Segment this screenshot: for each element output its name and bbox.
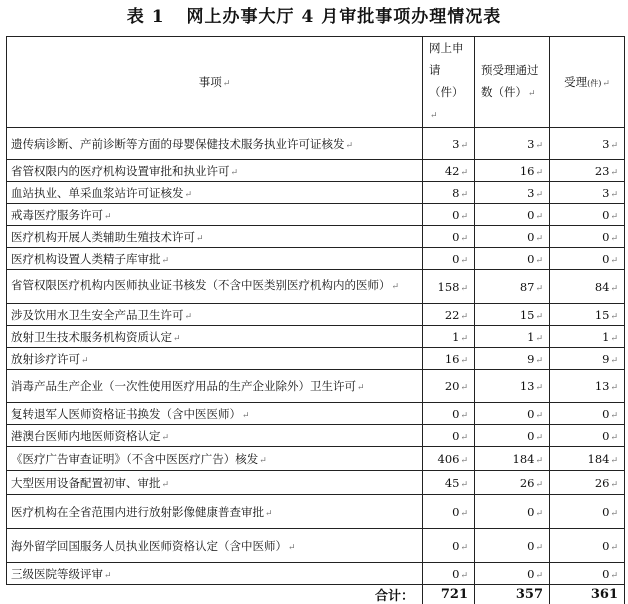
- row-name: 省管权限内的医疗机构设置审批和执业许可 ↵: [7, 160, 423, 182]
- row-accepted: 0 ↵: [550, 403, 625, 425]
- row-pre-approved: 0 ↵: [475, 495, 550, 529]
- row-pre-approved: 0 ↵: [475, 226, 550, 248]
- row-pre-approved: 0 ↵: [475, 563, 550, 585]
- table-row: [7, 471, 625, 495]
- row-pre-approved: 0 ↵: [475, 248, 550, 270]
- table-row: [7, 447, 625, 471]
- table-row: [7, 529, 625, 563]
- row-name: 医疗机构开展人类辅助生殖技术许可 ↵: [7, 226, 423, 248]
- row-online: 0 ↵: [423, 248, 475, 270]
- total-pre-approved: 357: [475, 585, 550, 604]
- row-pre-approved: 9 ↵: [475, 348, 550, 370]
- table-row: [7, 425, 625, 447]
- row-pre-approved: 0 ↵: [475, 529, 550, 563]
- table-row: [7, 304, 625, 326]
- row-name: 血站执业、单采血浆站许可证核发 ↵: [7, 182, 423, 204]
- row-accepted: 0 ↵: [550, 529, 625, 563]
- row-accepted: 184 ↵: [550, 447, 625, 471]
- row-pre-approved: 0 ↵: [475, 425, 550, 447]
- row-online: 0 ↵: [423, 529, 475, 563]
- table-row: [7, 326, 625, 348]
- row-online: 42 ↵: [423, 160, 475, 182]
- table-row: [7, 204, 625, 226]
- row-pre-approved: 15 ↵: [475, 304, 550, 326]
- table-row: [7, 370, 625, 403]
- row-online: 0 ↵: [423, 563, 475, 585]
- total-label: 合计：: [7, 585, 423, 604]
- row-name: 戒毒医疗服务许可 ↵: [7, 204, 423, 226]
- header-pre-approved: 预受理通过数（件） ↵: [475, 37, 550, 128]
- row-online: 20 ↵: [423, 370, 475, 403]
- row-name: 放射卫生技术服务机构资质认定 ↵: [7, 326, 423, 348]
- row-accepted: 13 ↵: [550, 370, 625, 403]
- row-pre-approved: 0 ↵: [475, 204, 550, 226]
- row-pre-approved: 16 ↵: [475, 160, 550, 182]
- row-name: 《医疗广告审查证明》（不含中医医疗广告）核发 ↵: [7, 447, 423, 471]
- row-online: 3 ↵: [423, 128, 475, 160]
- row-name: 海外留学回国服务人员执业医师资格认定（含中医师） ↵: [7, 529, 423, 563]
- row-accepted: 84 ↵: [550, 270, 625, 304]
- row-pre-approved: 3 ↵: [475, 182, 550, 204]
- row-pre-approved: 26 ↵: [475, 471, 550, 495]
- row-name: 消毒产品生产企业（一次性使用医疗用品的生产企业除外）卫生许可 ↵: [7, 370, 423, 403]
- table-row: [7, 270, 625, 304]
- row-accepted: 15 ↵: [550, 304, 625, 326]
- table-row: [7, 226, 625, 248]
- header-accepted: 受理(件) ↵: [550, 37, 625, 128]
- table-row: [7, 403, 625, 425]
- row-accepted: 0 ↵: [550, 425, 625, 447]
- row-name: 放射诊疗许可 ↵: [7, 348, 423, 370]
- row-name: 省管权限医疗机构内医师执业证书核发（不含中医类别医疗机构内的医师） ↵: [7, 270, 423, 304]
- row-pre-approved: 0 ↵: [475, 403, 550, 425]
- row-pre-approved: 184 ↵: [475, 447, 550, 471]
- header-row: [7, 37, 625, 128]
- row-name: 医疗机构在全省范围内进行放射影像健康普查审批 ↵: [7, 495, 423, 529]
- row-online: 0 ↵: [423, 204, 475, 226]
- row-online: 0 ↵: [423, 425, 475, 447]
- table-row: [7, 182, 625, 204]
- row-name: 大型医用设备配置初审、审批 ↵: [7, 471, 423, 495]
- row-name: 复转退军人医师资格证书换发（含中医医师） ↵: [7, 403, 423, 425]
- row-pre-approved: 3 ↵: [475, 128, 550, 160]
- row-accepted: 3 ↵: [550, 128, 625, 160]
- row-online: 406 ↵: [423, 447, 475, 471]
- header-item: 事项 ↵: [7, 37, 423, 128]
- row-online: 22 ↵: [423, 304, 475, 326]
- header-online: 网上申请（件） ↵: [423, 37, 475, 128]
- row-online: 0 ↵: [423, 403, 475, 425]
- row-pre-approved: 13 ↵: [475, 370, 550, 403]
- row-online: 1 ↵: [423, 326, 475, 348]
- row-name: 医疗机构设置人类精子库审批 ↵: [7, 248, 423, 270]
- table-row: [7, 563, 625, 585]
- total-accepted: 361: [550, 585, 625, 604]
- row-accepted: 0 ↵: [550, 248, 625, 270]
- row-accepted: 0 ↵: [550, 204, 625, 226]
- table-row: [7, 495, 625, 529]
- table-number: 表 1: [127, 7, 165, 27]
- row-name: 港澳台医师内地医师资格认定 ↵: [7, 425, 423, 447]
- row-accepted: 3 ↵: [550, 182, 625, 204]
- row-online: 8 ↵: [423, 182, 475, 204]
- row-online: 158 ↵: [423, 270, 475, 304]
- row-online: 0 ↵: [423, 495, 475, 529]
- row-online: 45 ↵: [423, 471, 475, 495]
- row-online: 16 ↵: [423, 348, 475, 370]
- row-name: 涉及饮用水卫生安全产品卫生许可 ↵: [7, 304, 423, 326]
- table-row: [7, 348, 625, 370]
- row-accepted: 26 ↵: [550, 471, 625, 495]
- row-accepted: 9 ↵: [550, 348, 625, 370]
- table-title-text: 网上办事大厅 4 月审批事项办理情况表: [187, 7, 502, 27]
- approval-stats-table: [6, 36, 625, 604]
- table-row: [7, 248, 625, 270]
- total-online: 721: [423, 585, 475, 604]
- table-row: [7, 160, 625, 182]
- row-accepted: 0 ↵: [550, 495, 625, 529]
- row-pre-approved: 1 ↵: [475, 326, 550, 348]
- row-pre-approved: 87 ↵: [475, 270, 550, 304]
- row-accepted: 0 ↵: [550, 563, 625, 585]
- row-online: 0 ↵: [423, 226, 475, 248]
- table-row: [7, 128, 625, 160]
- row-name: 遗传病诊断、产前诊断等方面的母婴保健技术服务执业许可证核发 ↵: [7, 128, 423, 160]
- row-accepted: 1 ↵: [550, 326, 625, 348]
- table-title: [0, 2, 628, 27]
- total-row: [7, 585, 625, 604]
- row-name: 三级医院等级评审 ↵: [7, 563, 423, 585]
- row-accepted: 23 ↵: [550, 160, 625, 182]
- row-accepted: 0 ↵: [550, 226, 625, 248]
